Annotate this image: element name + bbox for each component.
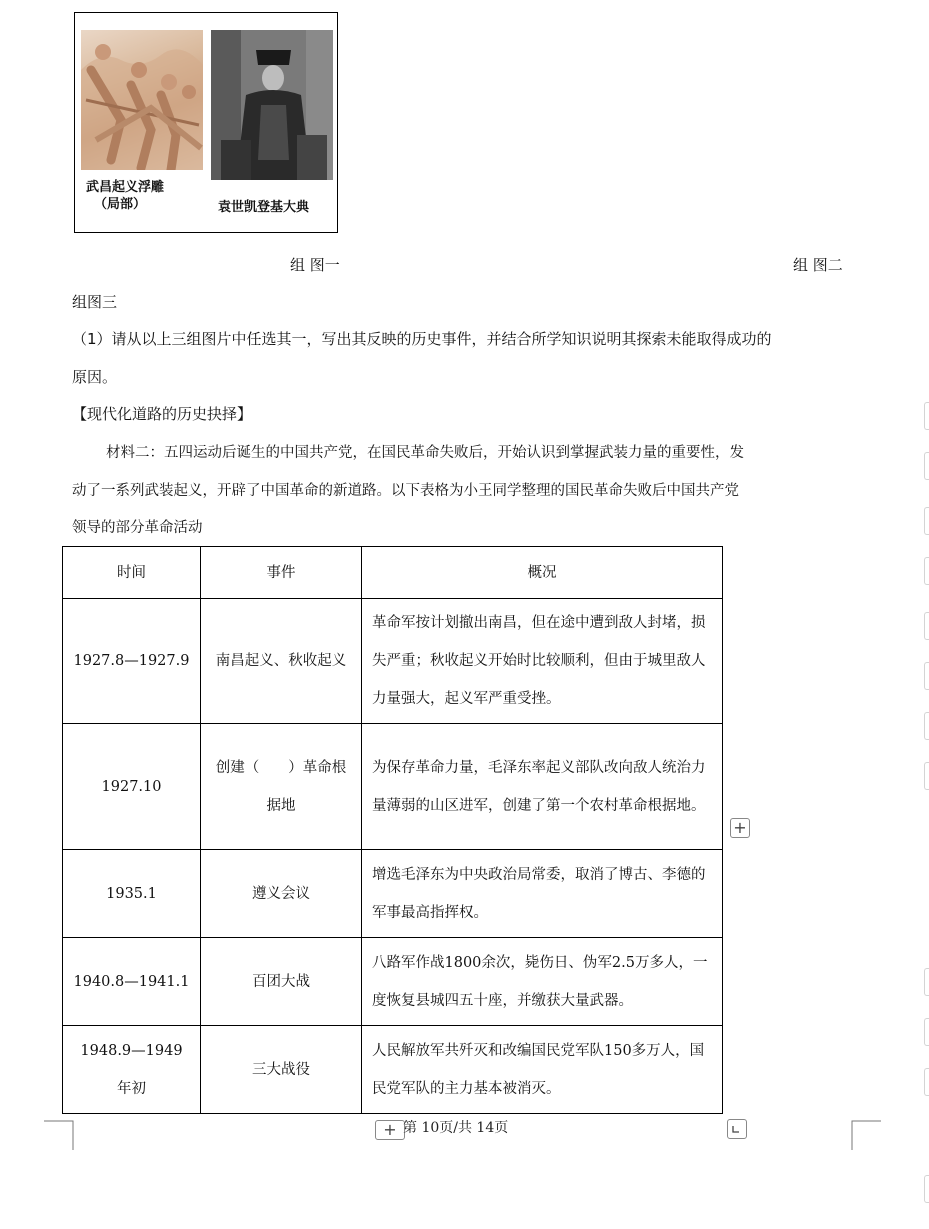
table-row (63, 599, 723, 724)
margin-marker (924, 1175, 929, 1203)
header-time: 时间 (63, 547, 201, 599)
material2-line3: 领导的部分革命活动 (72, 520, 203, 536)
margin-marker (924, 452, 929, 480)
row-event: 遵义会议 (201, 850, 362, 938)
row-event: 三大战役 (201, 1026, 362, 1114)
section-heading: 【现代化道路的历史抉择】 (72, 405, 253, 423)
group3-label: 组图三 (72, 293, 118, 311)
resize-icon (728, 1120, 746, 1138)
add-column-button[interactable]: + (730, 818, 750, 838)
material2-line2: 动了一系列武装起义，开辟了中国革命的新道路。以下表格为小王同学整理的国民革命失败后中国共产党 (72, 483, 739, 499)
row-time: 1940.8—1941.1 (63, 938, 201, 1026)
margin-marker (924, 612, 929, 640)
table-row (63, 724, 723, 850)
question1-line1: （1）请从以上三组图片中任选其一，写出其反映的历史事件，并结合所学知识说明其探索未能取得成功的 (72, 330, 772, 348)
relief-caption-line2: （局部） (94, 197, 147, 212)
header-summary: 概况 (362, 547, 723, 599)
margin-marker (924, 762, 929, 790)
relief-caption (86, 179, 164, 213)
row-summary: 革命军按计划撤出南昌，但在途中遭到敌人封堵，损失严重；秋收起义开始时比较顺利，但由于城里敌人力量强大，起义军严重受挫。 (362, 599, 723, 724)
group2-label: 组 图二 (793, 256, 843, 274)
figure-frame (74, 12, 338, 233)
row-summary: 八路军作战1800余次，毙伤日、伪军2.5万多人，一度恢复县城四五十座，并缴获大量武器。 (362, 938, 723, 1026)
table-row (63, 1026, 723, 1114)
page-corner-mark-left (44, 1120, 74, 1150)
row-event: 南昌起义、秋收起义 (201, 599, 362, 724)
revolution-activities-table (62, 546, 723, 1114)
row-summary: 人民解放军共歼灭和改编国民党军队150多万人，国民党军队的主力基本被消灭。 (362, 1026, 723, 1114)
margin-marker (924, 1018, 929, 1046)
header-event: 事件 (201, 547, 362, 599)
row-time: 1948.9—1949年初 (63, 1026, 201, 1114)
add-row-button[interactable]: + (375, 1120, 405, 1140)
group1-label: 组 图一 (290, 256, 340, 274)
row-event: 创建（ ）革命根据地 (201, 724, 362, 850)
margin-marker (924, 557, 929, 585)
margin-marker (924, 1068, 929, 1096)
row-event: 百团大战 (201, 938, 362, 1026)
margin-marker (924, 968, 929, 996)
wuchang-uprising-relief-image (81, 30, 203, 170)
margin-marker (924, 712, 929, 740)
row-summary: 为保存革命力量，毛泽东率起义部队改向敌人统治力量薄弱的山区进军，创建了第一个农村革命根据地。 (362, 724, 723, 850)
ceremony-caption: 袁世凯登基大典 (218, 200, 310, 215)
row-summary: 增选毛泽东为中央政治局常委，取消了博古、李德的军事最高指挥权。 (362, 850, 723, 938)
margin-marker (924, 507, 929, 535)
table-row (63, 850, 723, 938)
margin-marker (924, 402, 929, 430)
page-number: 第 10页/共 14页 (403, 1120, 509, 1136)
yuan-shikai-enthronement-image (211, 30, 333, 180)
margin-marker (924, 662, 929, 690)
table-row (63, 938, 723, 1026)
row-time: 1935.1 (63, 850, 201, 938)
table-resize-handle[interactable] (727, 1119, 747, 1139)
row-time: 1927.8—1927.9 (63, 599, 201, 724)
relief-caption-line1: 武昌起义浮雕 (86, 180, 165, 195)
material2-line1: 材料二：五四运动后诞生的中国共产党，在国民革命失败后，开始认识到掌握武装力量的重要性，发 (106, 445, 744, 461)
question1-line2: 原因。 (72, 368, 118, 386)
table-header-row (63, 547, 723, 599)
page-corner-mark-right (851, 1120, 881, 1150)
row-time: 1927.10 (63, 724, 201, 850)
